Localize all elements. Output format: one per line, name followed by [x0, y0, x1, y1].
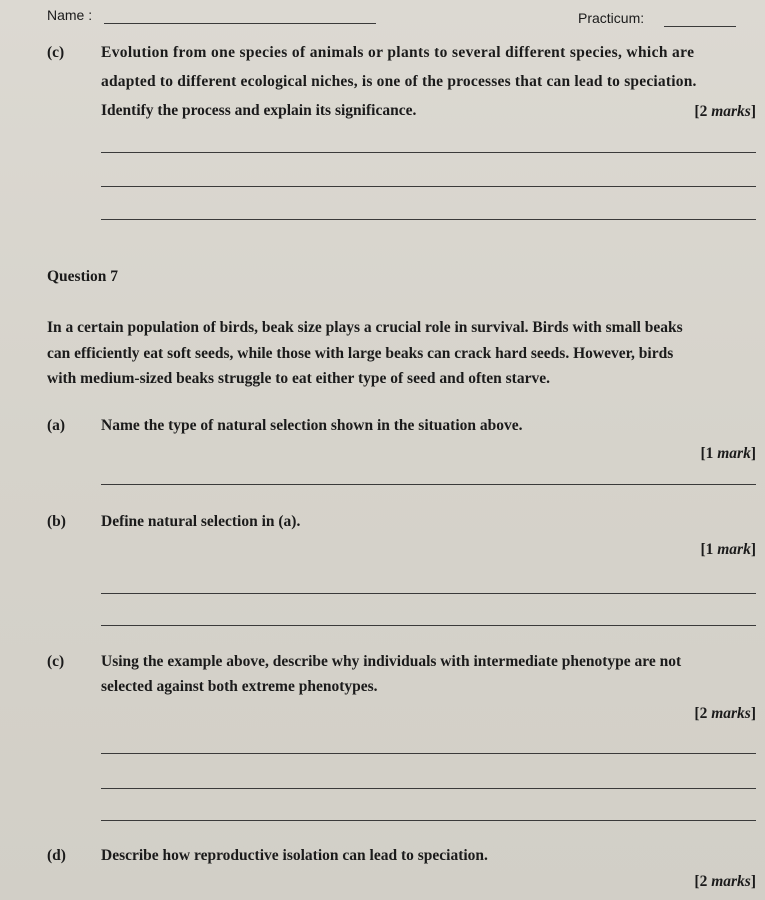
q7c-answer-line-1 — [101, 753, 756, 754]
question-7-title: Question 7 — [47, 268, 119, 285]
q7c-label: (c) — [47, 653, 65, 670]
q7a-text: Name the type of natural selection shown in the situation above. — [101, 417, 523, 434]
q7c-answer-line-3 — [101, 820, 756, 821]
q7-stem-line-1: In a certain population of birds, beak size plays a crucial role in survival. Birds with small beaks — [47, 319, 683, 336]
q7d-label: (d) — [47, 847, 66, 864]
name-answer-line — [104, 23, 376, 24]
q7b-answer-line-1 — [101, 593, 756, 594]
q7b-text: Define natural selection in (a). — [101, 513, 301, 530]
q7b-answer-line-2 — [101, 625, 756, 626]
practicum-answer-line — [664, 26, 736, 27]
q7-stem-line-2: can efficiently eat soft seeds, while those with large beaks can crack hard seeds. However, birds — [47, 345, 674, 362]
prev-c-answer-line-1 — [101, 152, 756, 153]
prev-c-line-3: Identify the process and explain its significance. — [101, 102, 417, 119]
q7c-line-1: Using the example above, describe why individuals with intermediate phenotype are not — [101, 653, 682, 670]
q7c-line-2: selected against both extreme phenotypes. — [101, 678, 378, 695]
q7c-marks: [2 marks] — [694, 705, 756, 722]
q7-stem-line-3: with medium-sized beaks struggle to eat either type of seed and often starve. — [47, 370, 550, 387]
q7d-text: Describe how reproductive isolation can lead to speciation. — [101, 847, 488, 864]
prev-c-label: (c) — [47, 44, 65, 61]
q7c-answer-line-2 — [101, 788, 756, 789]
q7a-label: (a) — [47, 417, 66, 434]
q7d-marks: [2 marks] — [694, 873, 756, 890]
name-label: Name : — [47, 7, 93, 23]
prev-c-answer-line-3 — [101, 219, 756, 220]
q7b-marks: [1 mark] — [700, 541, 756, 558]
q7b-label: (b) — [47, 513, 66, 530]
q7a-marks: [1 mark] — [700, 445, 756, 462]
prev-c-line-2: adapted to different ecological niches, is one of the processes that can lead to speciation. — [101, 73, 697, 90]
prev-c-marks: [2 marks] — [694, 103, 756, 120]
prev-c-line-1: Evolution from one species of animals or plants to several different species, which are — [101, 44, 695, 61]
practicum-label: Practicum: — [578, 10, 645, 26]
q7a-answer-line — [101, 484, 756, 485]
prev-c-answer-line-2 — [101, 186, 756, 187]
